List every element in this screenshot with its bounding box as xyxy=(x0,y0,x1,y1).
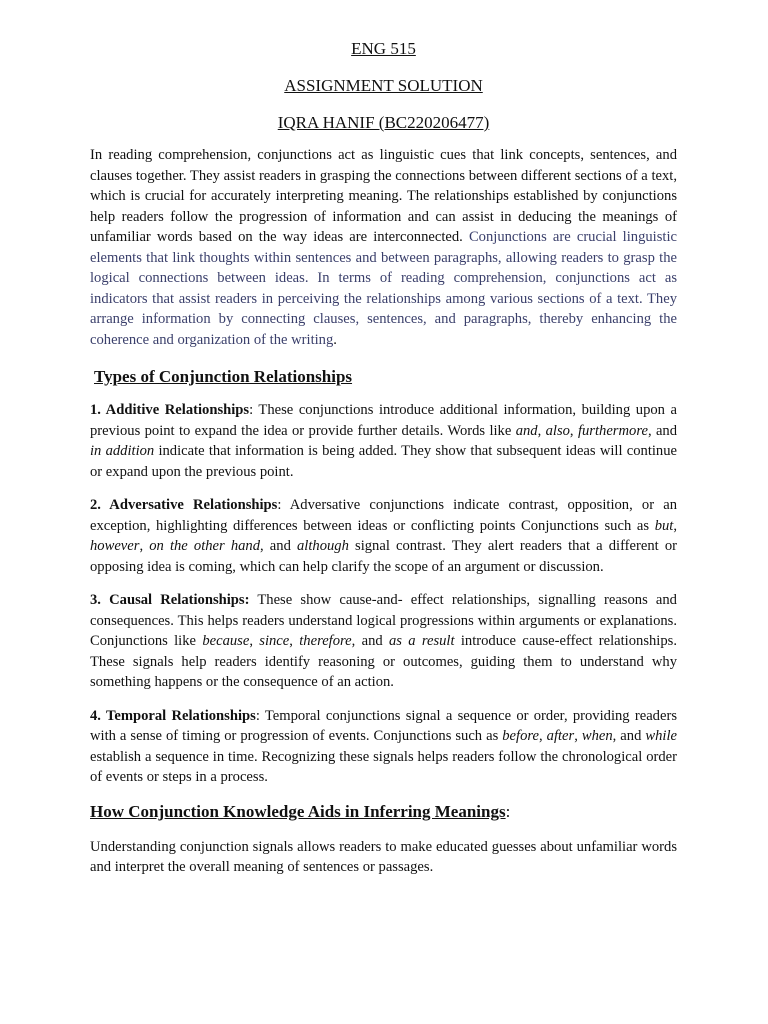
additive-paragraph xyxy=(90,400,677,482)
temporal-text: establish a sequence in time. Recognizing these signals helps readers follow the chronological order of events or steps in a process. xyxy=(90,748,677,785)
temporal-text: , xyxy=(539,728,547,744)
causal-example: because xyxy=(202,633,250,649)
adversative-example: however xyxy=(90,538,140,554)
intro-text-2: Conjunctions are crucial linguistic elements that link thoughts within sentences and between paragraphs, allowing readers to grasp the logical connections between ideas. In terms of reading comprehension, conjunctions act as indicators that assist readers in perceiving the relationships among various sections of a text. They arrange information by connecting clauses, sentences, and paragraphs, thereby enhancing the coherence and organization of the writing xyxy=(90,229,677,348)
adversative-label: 2. Adversative Relationships xyxy=(90,497,278,513)
temporal-text: , xyxy=(574,728,582,744)
adversative-text: signal contrast. They alert readers that a different or opposing idea is coming, which can help clarify the scope of an argument or discussion. xyxy=(90,538,677,575)
causal-example: therefore xyxy=(299,633,352,649)
additive-label: 1. Additive Relationships xyxy=(90,402,250,418)
temporal-paragraph xyxy=(90,706,677,788)
additive-text: indicate that information is being added. They show that subsequent ideas will continue or expand upon the previous point. xyxy=(90,443,677,480)
adversative-text: : Adversative conjunctions indicate contrast, opposition, or an exception, highlighting differences between ideas or conflicting points Conjunctions such as xyxy=(90,497,677,534)
document-page xyxy=(90,38,677,878)
causal-text: , and xyxy=(351,633,389,649)
temporal-example: when xyxy=(581,728,613,744)
temporal-label: 4. Temporal Relationships xyxy=(90,707,256,724)
intro-text-1: In reading comprehension, conjunctions act as linguistic cues that link concepts, sentences, and clauses together. They assist readers in grasping the connections between different sections of a text, which is crucial for accurately interpreting meaning. The relationships established by conjunctions help readers follow the progression of information and can assist in deducing the meanings of unfamiliar words based on the way ideas are interconnected. xyxy=(90,147,677,245)
causal-text: , xyxy=(249,633,260,649)
how-section-colon: : xyxy=(505,801,511,821)
intro-text-3: . xyxy=(333,331,337,348)
temporal-example: before xyxy=(502,728,539,744)
additive-text: , and xyxy=(647,422,678,439)
adversative-example: on the other hand xyxy=(149,538,261,554)
adversative-text: , and xyxy=(260,538,297,554)
causal-text: introduce cause-effect relationships. These signals help readers identify reasoning or outcomes, guiding them to understand why something happens or the consequence of an action. xyxy=(90,633,677,690)
causal-text: , xyxy=(289,633,300,649)
assignment-title: ASSIGNMENT SOLUTION xyxy=(284,76,483,95)
adversative-example: but xyxy=(654,517,674,534)
course-title: ENG 515 xyxy=(351,39,416,58)
additive-text: , xyxy=(569,422,578,439)
closing-paragraph: Understanding conjunction signals allows readers to make educated guesses about unfamiliar words and interpret the overall meaning of sentences or passages. xyxy=(90,838,677,875)
causal-text: These show cause-and- effect relationships, signalling reasons and consequences. This helps readers understand logical progressions within arguments or explanations. Conjunctions like xyxy=(90,592,677,649)
additive-example: in addition xyxy=(90,443,155,459)
additive-text: , xyxy=(537,422,546,439)
adversative-example: although xyxy=(297,538,349,554)
additive-example: and xyxy=(515,422,538,439)
additive-example: furthermore xyxy=(577,422,648,439)
temporal-example: after xyxy=(546,728,575,744)
causal-paragraph xyxy=(90,590,677,693)
student-name: IQRA HANIF (BC220206477) xyxy=(277,113,490,132)
adversative-paragraph xyxy=(90,495,677,577)
causal-example: as a result xyxy=(388,633,455,649)
causal-label: 3. Causal Relationships: xyxy=(90,592,250,608)
types-section-title-text: Types of Conjunction Relationships xyxy=(94,367,353,386)
how-section-title xyxy=(90,801,677,823)
additive-text: : These conjunctions introduce additional information, building upon a previous point to expand the idea or provide further details. Words like xyxy=(90,402,677,439)
temporal-text: , and xyxy=(612,728,646,744)
adversative-text: , xyxy=(139,538,150,554)
types-section-title xyxy=(94,366,677,388)
intro-paragraph xyxy=(90,145,677,350)
temporal-text: : Temporal conjunctions signal a sequence or order, providing readers with a sense of timing or progression of events. Conjunctions such as xyxy=(90,707,677,744)
additive-example: also xyxy=(545,422,570,439)
temporal-example: while xyxy=(645,728,677,744)
causal-example: since xyxy=(259,633,290,649)
adversative-text: , xyxy=(673,517,677,534)
how-section-title-text: How Conjunction Knowledge Aids in Inferring Meanings xyxy=(90,801,506,821)
